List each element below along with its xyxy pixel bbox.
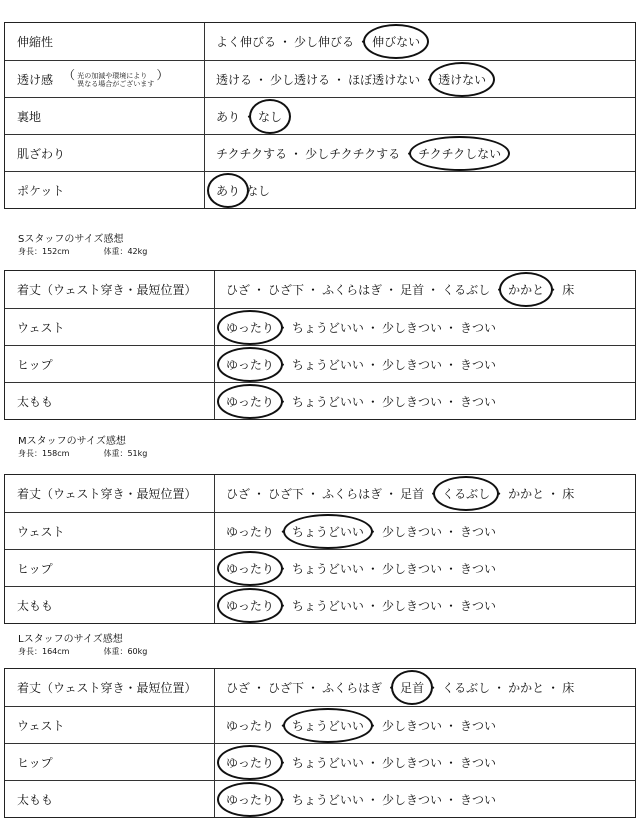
size-row <box>5 669 635 706</box>
option: 少しきつい <box>381 357 442 372</box>
option: 少しきつい <box>381 755 442 770</box>
option: 少しきつい <box>381 394 442 409</box>
row-label: ウェスト <box>5 309 215 345</box>
size-row <box>5 780 635 817</box>
option: 少しきつい <box>381 598 442 613</box>
selected-option: ゆったり <box>226 598 274 613</box>
option: くるぶし <box>442 681 491 695</box>
selected-option: ゆったり <box>226 755 274 770</box>
option-list <box>215 346 635 382</box>
option: チクチクする <box>216 146 288 161</box>
row-label: 太もも <box>5 781 215 817</box>
row-label: ウェスト <box>5 707 215 743</box>
option: ひざ下 <box>268 283 305 297</box>
option: きつい <box>459 394 496 409</box>
option-list <box>215 707 635 743</box>
option-separator: ・ <box>253 283 266 297</box>
size-table-m <box>4 474 636 624</box>
option-separator: ・ <box>276 357 289 372</box>
size-row <box>5 549 635 586</box>
staff-height: 身長：152cm <box>18 247 70 256</box>
size-row <box>5 743 635 780</box>
selected-option: ゆったり <box>226 320 274 335</box>
fabric-row-texture <box>5 134 635 171</box>
size-row <box>5 271 635 308</box>
selected-option: 伸びない <box>372 35 421 49</box>
option: 少しチクチクする <box>305 146 401 161</box>
staff-stats <box>18 646 147 658</box>
row-label: 透け感 <box>17 72 54 87</box>
size-table-l <box>4 668 636 818</box>
option-separator: ・ <box>547 487 560 501</box>
staff-stats <box>18 448 147 460</box>
option: 床 <box>562 681 575 695</box>
option: なし <box>246 183 271 198</box>
option: 透ける <box>216 72 253 87</box>
row-label: 肌ざわり <box>5 135 205 171</box>
option: きつい <box>459 718 496 733</box>
staff-weight: 体重：42kg <box>103 247 148 256</box>
option: ちょうどいい <box>291 561 364 576</box>
note-line: 光の加減や環境により <box>77 72 148 80</box>
selected-option: ゆったり <box>226 792 274 807</box>
selected-option: かかと <box>508 283 545 297</box>
option: ひざ下 <box>268 681 305 695</box>
selected-option: ちょうどいい <box>291 524 364 539</box>
row-label: 太もも <box>5 587 215 623</box>
option: ひざ <box>226 283 251 297</box>
option-list <box>215 383 635 419</box>
option-list <box>215 271 635 308</box>
option-list <box>215 550 635 586</box>
option: かかと <box>508 681 545 695</box>
option: 少しきつい <box>381 524 442 539</box>
option: 少しきつい <box>381 792 442 807</box>
option: きつい <box>459 524 496 539</box>
option: 少し透ける <box>270 72 331 87</box>
option-separator: ・ <box>276 524 289 539</box>
option: ひざ <box>226 681 251 695</box>
selected-option: 足首 <box>400 681 425 695</box>
option: ほぼ透けない <box>348 72 421 87</box>
option-separator: ・ <box>444 320 457 335</box>
option: きつい <box>459 561 496 576</box>
option-separator: ・ <box>253 487 266 501</box>
option-separator: ・ <box>307 283 320 297</box>
option: ちょうどいい <box>291 755 364 770</box>
option-separator: ・ <box>444 718 457 733</box>
option-separator: ・ <box>366 792 379 807</box>
option: ゆったり <box>226 524 274 539</box>
option-list <box>215 781 635 817</box>
option: ふくらはぎ <box>322 283 383 297</box>
option-separator: ・ <box>255 72 268 87</box>
size-row <box>5 586 635 623</box>
option: 足首 <box>400 283 425 297</box>
option-separator: ・ <box>385 487 398 501</box>
selected-option: なし <box>258 109 283 124</box>
staff-title: Lスタッフのサイズ感想 <box>18 634 123 645</box>
size-row <box>5 475 635 512</box>
size-table-s <box>4 270 636 420</box>
option-list <box>215 587 635 623</box>
option: ちょうどいい <box>291 792 364 807</box>
option-separator: ・ <box>276 598 289 613</box>
option-list <box>215 475 635 512</box>
row-label: ヒップ <box>5 550 215 586</box>
sheerness-note: （ 光の加減や環境により 異なる場合がございます ） <box>63 68 169 88</box>
option: 少しきつい <box>381 718 442 733</box>
staff-weight: 体重：51kg <box>103 449 148 458</box>
option: 床 <box>562 283 575 297</box>
option-separator: ・ <box>444 792 457 807</box>
option: ひざ下 <box>268 487 305 501</box>
option-separator: ・ <box>444 598 457 613</box>
option: ちょうどいい <box>291 394 364 409</box>
option-separator: ・ <box>357 35 370 49</box>
option: きつい <box>459 320 496 335</box>
option-separator: ・ <box>385 681 398 695</box>
option-separator: ・ <box>290 146 303 161</box>
row-label: 着丈（ウェスト穿き・最短位置） <box>5 475 215 512</box>
option-separator: ・ <box>366 755 379 770</box>
option-separator: ・ <box>385 283 398 297</box>
staff-height: 身長：164cm <box>18 647 70 656</box>
selected-option: ゆったり <box>226 561 274 576</box>
selected-option: 透けない <box>438 72 487 87</box>
option-separator: ・ <box>276 718 289 733</box>
size-row <box>5 308 635 345</box>
option: 床 <box>562 487 575 501</box>
staff-header-l <box>18 634 147 658</box>
row-label: 裏地 <box>5 98 205 134</box>
option: ちょうどいい <box>291 320 364 335</box>
row-label: ポケット <box>5 172 205 208</box>
option-separator: ・ <box>333 72 346 87</box>
option-separator: ・ <box>547 283 560 297</box>
option-separator: ・ <box>493 283 506 297</box>
size-row <box>5 512 635 549</box>
option-separator: ・ <box>366 524 379 539</box>
row-label: 太もも <box>5 383 215 419</box>
option: ふくらはぎ <box>322 487 383 501</box>
option-separator: ・ <box>493 487 506 501</box>
option: かかと <box>508 487 545 501</box>
option: きつい <box>459 357 496 372</box>
staff-header-s <box>18 234 147 258</box>
selected-option: あり <box>216 183 241 198</box>
option: きつい <box>459 792 496 807</box>
fabric-row-sheerness <box>5 60 635 97</box>
option-separator: ・ <box>366 561 379 576</box>
fabric-row-stretch <box>5 23 635 60</box>
option-separator: ・ <box>366 357 379 372</box>
option-separator: ・ <box>423 72 436 87</box>
staff-header-m <box>18 436 147 460</box>
option-separator: ・ <box>276 320 289 335</box>
option: きつい <box>459 598 496 613</box>
option-separator: ・ <box>276 792 289 807</box>
option-separator: ・ <box>366 598 379 613</box>
row-label: 伸縮性 <box>5 23 205 60</box>
option: 少し伸びる <box>294 35 355 49</box>
option-list <box>205 98 635 134</box>
option: ゆったり <box>226 718 274 733</box>
option-separator: ・ <box>444 357 457 372</box>
option-separator: ・ <box>276 561 289 576</box>
option: あり <box>216 109 241 124</box>
option-separator: ・ <box>307 487 320 501</box>
option: 少しきつい <box>381 561 442 576</box>
fabric-properties-table <box>4 22 636 209</box>
row-label: ウェスト <box>5 513 215 549</box>
option: 足首 <box>400 487 425 501</box>
option-separator: ・ <box>276 755 289 770</box>
option-list <box>215 513 635 549</box>
option-separator: ・ <box>366 394 379 409</box>
option-separator: ・ <box>366 320 379 335</box>
option-separator: ・ <box>366 718 379 733</box>
option-list <box>205 23 635 60</box>
size-row <box>5 706 635 743</box>
option-separator: ・ <box>427 681 440 695</box>
option-separator: ・ <box>427 283 440 297</box>
option-list <box>215 309 635 345</box>
option-list <box>215 669 635 706</box>
option-list <box>205 172 635 208</box>
note-line: 異なる場合がございます <box>77 80 155 88</box>
option-separator: ・ <box>547 681 560 695</box>
row-label: ヒップ <box>5 744 215 780</box>
size-row <box>5 345 635 382</box>
row-label: 着丈（ウェスト穿き・最短位置） <box>5 669 215 706</box>
selected-option: ちょうどいい <box>291 718 364 733</box>
staff-weight: 体重：60kg <box>103 647 148 656</box>
option: よく伸びる <box>216 35 277 49</box>
option-separator: ・ <box>279 35 292 49</box>
fabric-row-pocket <box>5 171 635 208</box>
option-list <box>205 135 635 171</box>
fabric-row-lining <box>5 97 635 134</box>
option: ふくらはぎ <box>322 681 383 695</box>
staff-title: Mスタッフのサイズ感想 <box>18 436 126 447</box>
selected-option: ゆったり <box>226 394 274 409</box>
selected-option: ゆったり <box>226 357 274 372</box>
option: ちょうどいい <box>291 357 364 372</box>
option-separator: ・ <box>444 755 457 770</box>
row-label: ヒップ <box>5 346 215 382</box>
option-separator: ・ <box>444 394 457 409</box>
staff-title: Sスタッフのサイズ感想 <box>18 234 124 245</box>
option-separator: ・ <box>444 561 457 576</box>
option-list <box>215 744 635 780</box>
option: ひざ <box>226 487 251 501</box>
option-separator: ・ <box>493 681 506 695</box>
option-separator: ・ <box>276 394 289 409</box>
selected-option: くるぶし <box>442 487 491 501</box>
selected-option: チクチクしない <box>418 146 502 161</box>
option: きつい <box>459 755 496 770</box>
option: くるぶし <box>442 283 491 297</box>
option-separator: ・ <box>444 524 457 539</box>
staff-height: 身長：158cm <box>18 449 70 458</box>
row-label-cell <box>5 61 205 97</box>
staff-stats <box>18 246 147 258</box>
size-row <box>5 382 635 419</box>
option-separator: ・ <box>253 681 266 695</box>
option: ちょうどいい <box>291 598 364 613</box>
option: 少しきつい <box>381 320 442 335</box>
row-label: 着丈（ウェスト穿き・最短位置） <box>5 271 215 308</box>
option-separator: ・ <box>427 487 440 501</box>
option-separator: ・ <box>243 109 256 124</box>
option-list <box>205 61 635 97</box>
option-separator: ・ <box>403 146 416 161</box>
option-separator: ・ <box>307 681 320 695</box>
